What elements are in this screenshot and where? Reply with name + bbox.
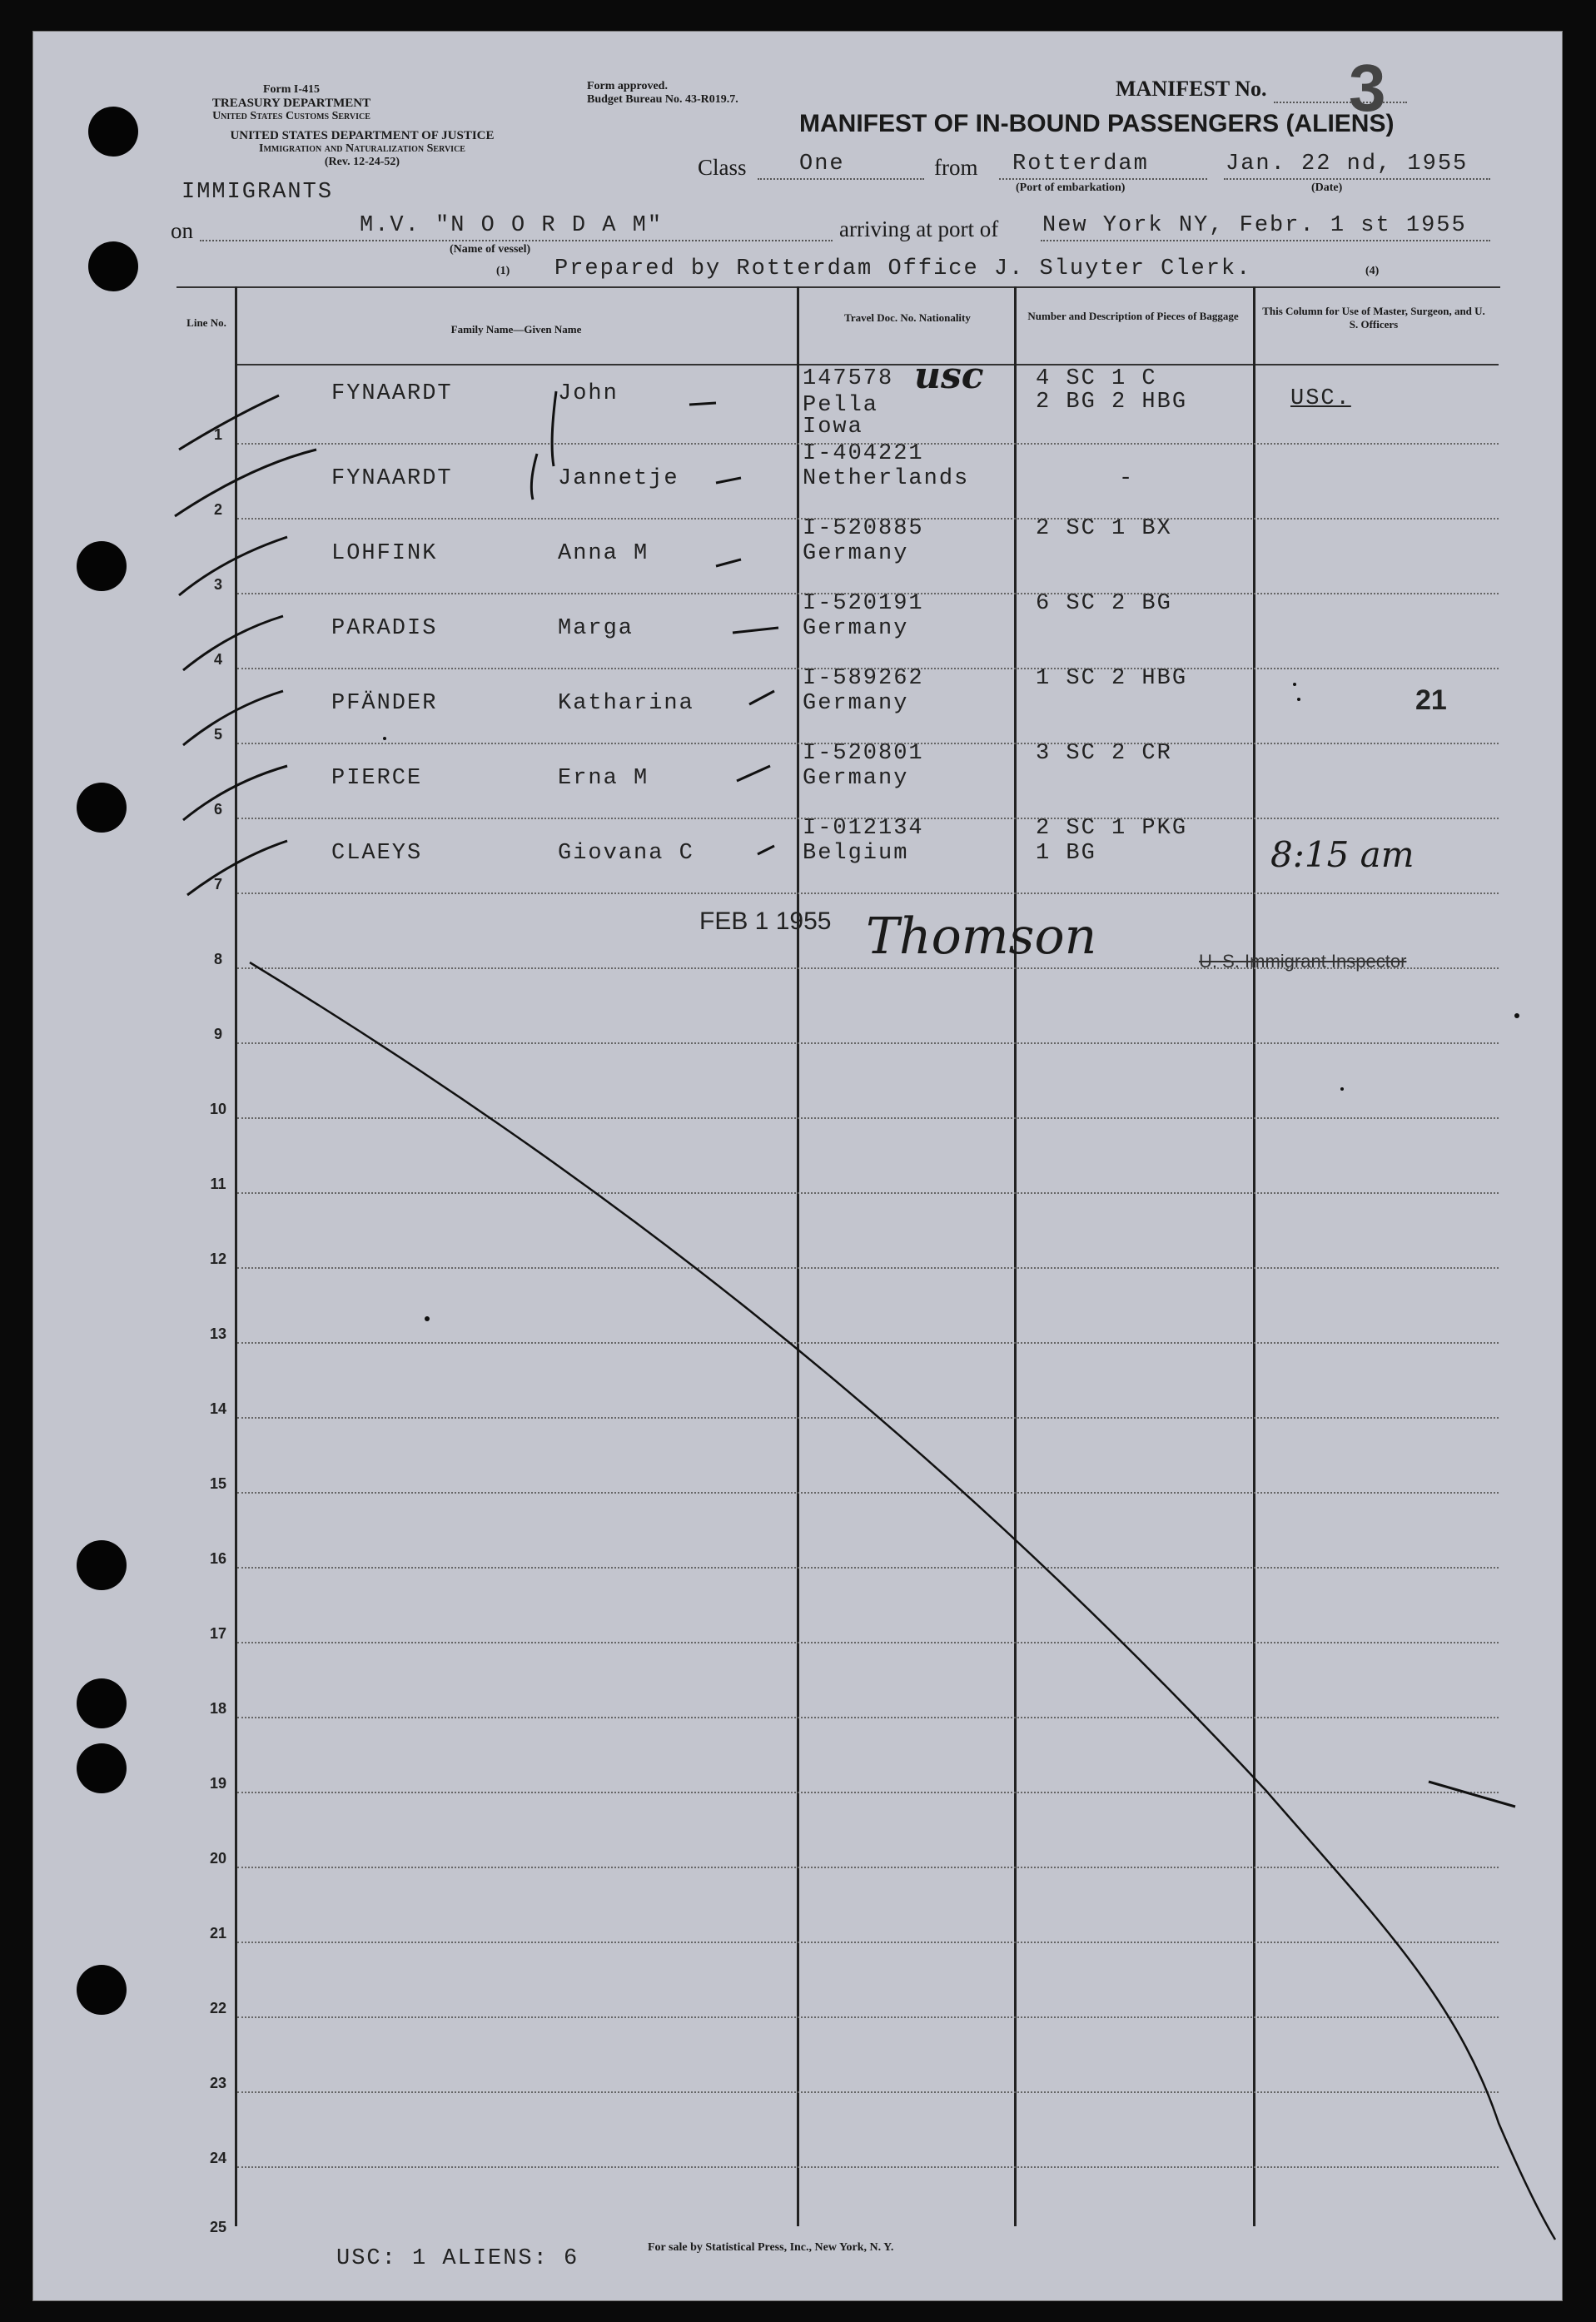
line-number: 19	[209, 1775, 227, 1792]
line-number: 15	[209, 1475, 227, 1492]
travel-doc: I-520885	[803, 516, 924, 541]
line-number: 20	[209, 1850, 227, 1867]
handwritten-time: 8:15 am	[1270, 834, 1415, 875]
date-stamp: FEB 1 1955	[699, 907, 832, 935]
vessel-caption: (Name of vessel)	[450, 243, 531, 256]
given-name: Erna M	[558, 766, 649, 791]
line-number: 24	[209, 2150, 227, 2166]
port-embark: Rotterdam	[1012, 152, 1149, 177]
baggage: 6 SC 2 BG	[1036, 591, 1172, 616]
travel-doc: I-589262	[803, 666, 924, 691]
line-number: 4	[213, 651, 222, 668]
family-name: CLAEYS	[331, 841, 423, 866]
nationality: Pella	[803, 393, 879, 418]
vessel-name: M.V. "N O O R D A M"	[360, 213, 664, 238]
on-label: on	[171, 218, 193, 243]
line-number: 17	[209, 1625, 227, 1642]
line-number: 25	[209, 2219, 227, 2235]
line-number: 2	[213, 501, 222, 518]
check-marks	[175, 391, 1515, 1807]
footer-totals: USC: 1 ALIENS: 6	[336, 2246, 579, 2271]
manifest-title: MANIFEST OF IN-BOUND PASSENGERS (ALIENS)	[799, 110, 1395, 137]
justice-dept: UNITED STATES DEPARTMENT OF JUSTICE	[230, 129, 495, 142]
class-label: Class	[698, 155, 747, 180]
given-name: Marga	[558, 616, 634, 641]
nationality-2: Iowa	[803, 415, 863, 440]
line-number: 8	[213, 951, 222, 967]
port-caption: (Port of embarkation)	[1016, 181, 1126, 194]
approved-text: Form approved.	[587, 80, 668, 92]
given-name: John	[558, 381, 619, 406]
line-number: 23	[209, 2075, 227, 2091]
col-head-line-no: Line No.	[186, 316, 226, 329]
line-number: 11	[210, 1176, 226, 1192]
manifest-no-value: 3	[1349, 51, 1386, 125]
col-head-travel-doc: Travel Doc. No. Nationality	[844, 311, 971, 324]
ins-name: Immigration and Naturalization Service	[259, 142, 465, 155]
baggage: 2 SC 1 PKG	[1036, 816, 1188, 841]
baggage: 2 SC 1 BX	[1036, 516, 1172, 541]
col-head-officers: This Column for Use of Master, Surgeon, and U. S. Officers	[1262, 305, 1485, 331]
handwritten-usc: usc	[914, 355, 984, 397]
revision: (Rev. 12-24-52)	[324, 156, 400, 168]
from-label: from	[934, 155, 978, 180]
line-number: 1	[213, 426, 222, 443]
line-number: 12	[209, 1250, 227, 1267]
line-number: 3	[213, 576, 222, 593]
nationality: Germany	[803, 541, 909, 566]
manifest-no-label: MANIFEST No.	[1116, 77, 1267, 101]
line-number: 10	[209, 1101, 227, 1117]
cancellation-line	[250, 962, 1555, 2240]
baggage: 4 SC 1 C	[1036, 366, 1157, 391]
baggage-2: 2 BG 2 HBG	[1036, 390, 1188, 415]
inspector-signature: Thomson	[866, 907, 1097, 966]
col-head-name: Family Name—Given Name	[450, 323, 582, 336]
dept-name: TREASURY DEPARTMENT	[211, 97, 371, 110]
arriving-label: arriving at port of	[839, 216, 999, 241]
travel-doc: I-012134	[803, 816, 924, 841]
nationality: Belgium	[803, 841, 909, 866]
line-number: 22	[209, 2000, 227, 2016]
nationality: Germany	[803, 766, 909, 791]
baggage: 1 SC 2 HBG	[1036, 666, 1188, 691]
class-value: One	[799, 152, 845, 177]
col-head-baggage: Number and Description of Pieces of Baggage	[1027, 310, 1239, 322]
baggage: 3 SC 2 CR	[1036, 741, 1172, 766]
officer-note: 21	[1415, 684, 1447, 716]
given-name: Katharina	[558, 691, 694, 716]
travel-doc: 147578	[803, 366, 894, 391]
nationality: Netherlands	[803, 466, 970, 491]
customs-name: United States Customs Service	[212, 110, 370, 122]
baggage-2: 1 BG	[1036, 841, 1096, 866]
line-number: 9	[213, 1026, 222, 1042]
line-number: 6	[213, 801, 222, 818]
printer-note: For sale by Statistical Press, Inc., New York, N. Y.	[648, 2241, 894, 2254]
family-name: LOHFINK	[331, 541, 438, 566]
dots	[383, 683, 1519, 1321]
family-name: PFÄNDER	[331, 691, 438, 716]
travel-doc: I-404221	[803, 441, 924, 466]
line-number: 14	[209, 1400, 227, 1417]
category: IMMIGRANTS	[181, 180, 334, 205]
arrival-port-date: New York NY, Febr. 1 st 1955	[1042, 213, 1467, 238]
family-name: PIERCE	[331, 766, 423, 791]
line-number: 7	[213, 876, 222, 893]
family-name: FYNAARDT	[331, 381, 453, 406]
family-name: FYNAARDT	[331, 466, 453, 491]
line-number: 5	[213, 726, 222, 743]
given-name: Jannetje	[558, 466, 679, 491]
line-number: 21	[209, 1925, 227, 1942]
nationality: Germany	[803, 616, 909, 641]
budget-text: Budget Bureau No. 43-R019.7.	[587, 93, 738, 106]
line-number: 13	[209, 1325, 227, 1342]
given-name: Giovana C	[558, 841, 694, 866]
prepared-n4: (4)	[1365, 265, 1380, 277]
given-name: Anna M	[558, 541, 649, 566]
family-name: PARADIS	[331, 616, 438, 641]
date-embark: Jan. 22 nd, 1955	[1226, 152, 1469, 177]
baggage: -	[1119, 466, 1135, 491]
form-number: Form I-415	[262, 83, 321, 96]
travel-doc: I-520801	[803, 741, 924, 766]
inspector-title: U. S. Immigrant Inspector	[1199, 951, 1407, 972]
prepared-by: Prepared by Rotterdam Office J. Sluyter Clerk.	[554, 256, 1252, 281]
nationality: Germany	[803, 691, 909, 716]
line-number: 16	[209, 1550, 227, 1567]
officer-note: USC.	[1290, 386, 1351, 411]
prepared-n1: (1)	[496, 265, 510, 277]
date-caption: (Date)	[1311, 181, 1343, 194]
travel-doc: I-520191	[803, 591, 924, 616]
line-number: 18	[209, 1700, 227, 1717]
